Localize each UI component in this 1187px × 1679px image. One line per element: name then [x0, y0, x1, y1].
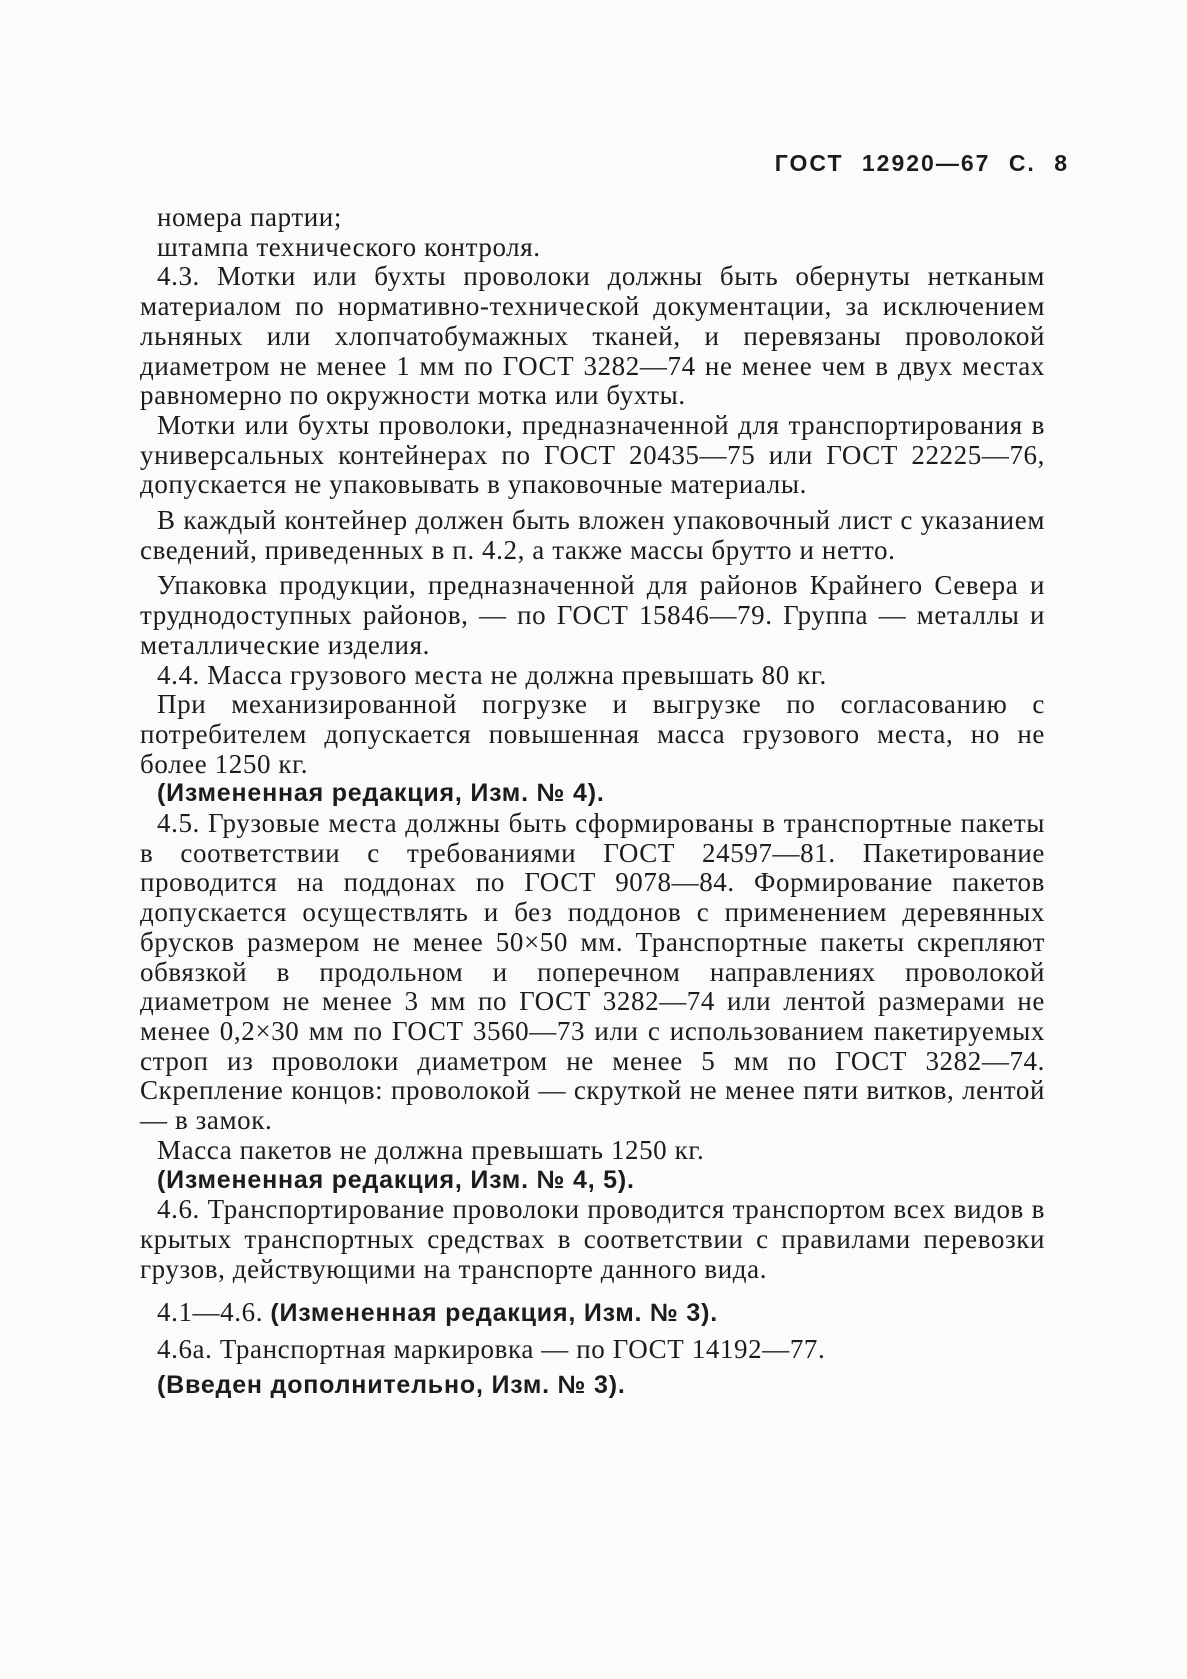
clause-4-3: 4.3. Мотки или бухты проволоки должны быть обернуты нетканым материалом по нормативно-технической документации, за исключением льняных или хлопчатобумажных тканей, и перевязаны проволокой диаметром не менее 1 мм по ГОСТ 3282—74 не менее чем в двух местах равномерно по окружности мотка или бухты. [140, 261, 1045, 411]
paragraph: Упаковка продукции, предназначенной для районов Крайнего Севера и труднодоступных районов, — по ГОСТ 15846—79. Группа — металлы и металлические изделия. [140, 570, 1045, 660]
paragraph: Масса пакетов не должна превышать 1250 кг. [157, 1134, 705, 1165]
clause-4-5: 4.5. Грузовые места должны быть сформированы в транспортные пакеты в соответствии с требованиями ГОСТ 24597—81. Пакетирование проводится на поддонах по ГОСТ 9078—84. Формирование пакетов допускается осуществлять и без поддонов с применением деревянных брусков размером не менее 50×50 мм. Транспортные пакеты скрепляют обвязкой в продольном и поперечном направлениях проволокой диаметром не менее 3 мм по ГОСТ 3282—74 или лентой размерами не менее 0,2×30 мм по ГОСТ 3560—73 или с использованием пакетируемых строп из проволоки диаметром не менее 5 мм по ГОСТ 3282—74. Скрепление концов: проволокой — скруткой не менее пяти витков, лентой — в замок. [140, 808, 1045, 1136]
amendment-note: (Измененная редакция, Изм. № 4, 5). [157, 1165, 635, 1194]
page-header: ГОСТ 12920—67 С. 8 [774, 150, 1069, 176]
paragraph: Мотки или бухты проволоки, предназначенной для транспортирования в универсальных контейнерах по ГОСТ 20435—75 или ГОСТ 22225—76, допускается не упаковывать в упаковочные материалы. [140, 409, 1045, 500]
amendment-note [140, 1298, 1045, 1329]
paragraph: номера партии; [157, 202, 342, 232]
document-body [140, 203, 1045, 1400]
paragraph: При механизированной погрузке и выгрузке по согласованию с потребителем допускается повышенная масса грузового места, но не более 1250 кг. [140, 689, 1045, 779]
clause-4-4: 4.4. Масса грузового места не должна превышать 80 кг. [157, 659, 827, 690]
clause-4-6: 4.6. Транспортирование проволоки проводится транспортом всех видов в крытых транспортных средствах в соответствии с правилами перевозки грузов, действующими на транспорте данного вида. [140, 1194, 1045, 1284]
clause-4-6a: 4.6а. Транспортная маркировка — по ГОСТ 14192—77. [157, 1334, 826, 1365]
amendment-note: (Измененная редакция, Изм. № 4). [157, 779, 605, 808]
amendment-note: (Введен дополнительно, Изм. № 3). [157, 1370, 626, 1399]
paragraph: штампа технического контроля. [157, 231, 541, 262]
amendment-text: (Измененная редакция, Изм. № 3). [270, 1299, 718, 1328]
paragraph: В каждый контейнер должен быть вложен упаковочный лист с указанием сведений, приведенных в п. 4.2, а также массы брутто и нетто. [140, 505, 1045, 565]
clause-range: 4.1—4.6. (Измененная редакция, Изм. № 3). [157, 1297, 718, 1328]
